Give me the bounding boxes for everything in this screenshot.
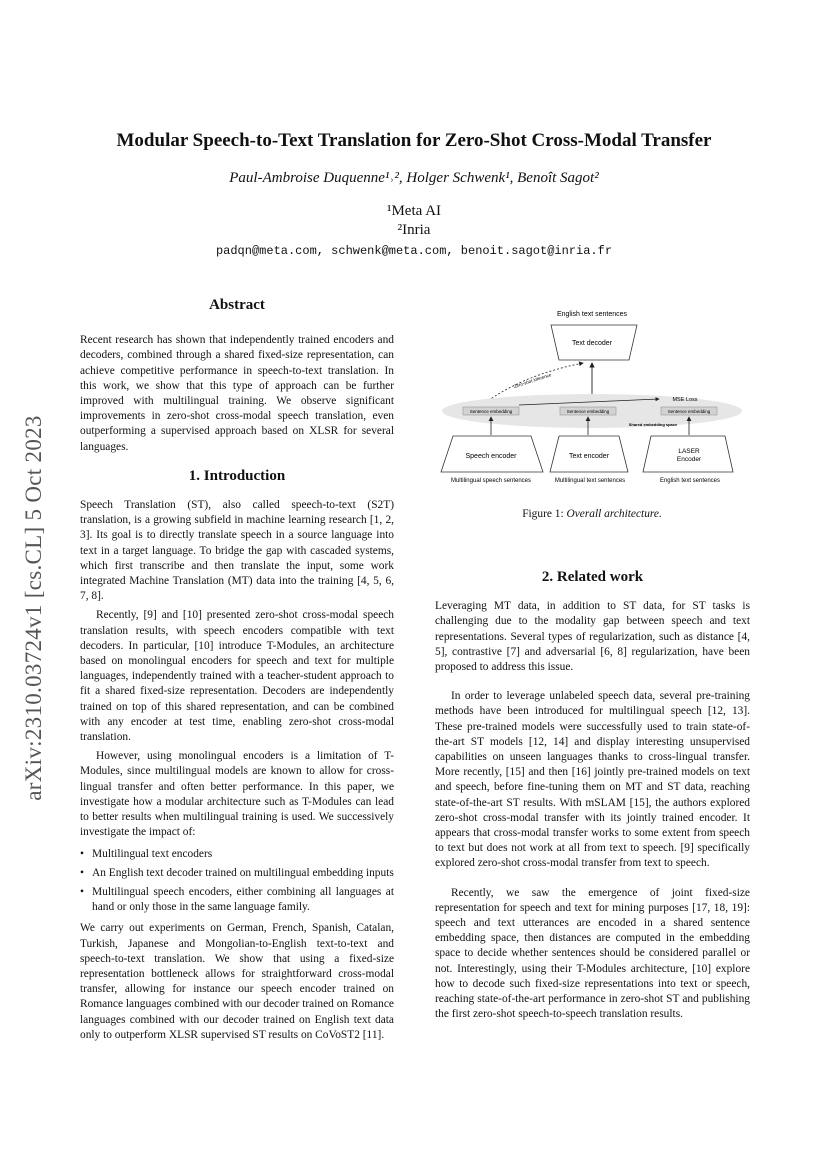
author-list: Paul-Ambroise Duquenne¹˒², Holger Schwenk¹, Benoît Sagot² bbox=[229, 170, 599, 186]
label-sentence-embedding: Sentence embedding bbox=[667, 409, 711, 414]
label-text-decoder: Text decoder bbox=[571, 340, 613, 347]
list-item: • An English text decoder trained on multilingual embedding inputs bbox=[92, 866, 394, 881]
intro-paragraph-2: Recently, [9] and [10] presented zero-shot cross-modal speech translation results, with speech encoders compatible with text decoders. In particular, [10] introduce T-Modules, an architecture based on monolingual encoders for speech and text for multiple languages, independently trained with a teacher-student approach to fit a shared fixed-size representation. Decoders are independently trained on top of this shared representation, and can be combined with any encoder at test time, enabling zero-shot cross-modal translation. bbox=[80, 609, 394, 744]
label-zero-shot: Zero-shot inference bbox=[513, 372, 552, 389]
abstract-heading: Abstract bbox=[209, 297, 265, 313]
label-shared-space: Shared embedding space bbox=[628, 422, 678, 427]
label-text-encoder: Text encoder bbox=[568, 453, 610, 460]
label-speech-encoder: Speech encoder bbox=[465, 453, 517, 460]
right-column bbox=[435, 570, 750, 1022]
label-multilingual-text: Multilingual text sentences bbox=[554, 478, 626, 484]
label-english-top: English text sentences bbox=[556, 311, 628, 318]
introduction-heading: 1. Introduction bbox=[188, 467, 286, 484]
intro-paragraph-1: Speech Translation (ST), also called speech-to-text (S2T) translation, is a growing subfield in machine learning research [1, 2, 3]. Its goal is to directly translate speech in a source language into text in a target language. To bridge the gap with cascaded systems, which first transcribe and then translate the input, some work integrated Machine Translation (MT) data into the training [4, 5, 6, 7, 8]. bbox=[80, 499, 394, 603]
list-item: • Multilingual speech encoders, either combining all languages at hand or only those in the same language family. bbox=[92, 885, 394, 915]
related-paragraph-1: Leveraging MT data, in addition to ST data, for ST tasks is challenging due to the modality gap between speech and text representations. Several types of regularization, such as distance [4, 5], contrastive [7] and adversarial [6, 8] regularization, have been proposed to address this issue. bbox=[435, 600, 750, 674]
caption-text: Overall architecture. bbox=[566, 508, 662, 520]
label-multilingual-speech: Multilingual speech sentences bbox=[450, 478, 532, 484]
related-work-heading: 2. Related work bbox=[541, 569, 644, 585]
figure-caption bbox=[433, 508, 751, 520]
intro-paragraph-3: However, using monolingual encoders is a limitation of T-Modules, since multilingual models are known to allow for cross-lingual transfer and often better performance. In this paper, we investigate how a modular architecture such as T-Modules can lead to better results when multilingual training is used. We successively investigate the impact of: bbox=[80, 750, 394, 839]
architecture-figure bbox=[433, 305, 751, 490]
label-english-bottom: English text sentences bbox=[659, 478, 721, 484]
label-laser: LASER bbox=[678, 448, 700, 455]
affiliation-meta: ¹Meta AI bbox=[386, 203, 442, 219]
list-item: • Multilingual text encoders bbox=[92, 847, 394, 862]
left-column bbox=[80, 298, 394, 1043]
abstract-text: Recent research has shown that independently trained encoders and decoders, combined through a shared fixed-size representation, can achieve competitive performance in speech-to-text translation. In this work, we show that this type of approach can be further improved with multilingual training. We observe significant improvements in zero-shot cross-modal speech translation, even outperforming a supervised approach based on XLSR for several languages. bbox=[80, 334, 394, 453]
label-laser-encoder: Encoder bbox=[676, 456, 702, 463]
arxiv-identifier: arXiv:2310.03724v1 [cs.CL] 5 Oct 2023 bbox=[21, 415, 46, 801]
author-emails: padqn@meta.com, schwenk@meta.com, benoit.sagot@inria.fr bbox=[215, 244, 613, 258]
caption-prefix: Figure 1: bbox=[522, 508, 567, 520]
intro-paragraph-4: We carry out experiments on German, French, Spanish, Catalan, Turkish, Japanese and Mongolian-to-English text-to-text and speech-to-text translation. We show that using a fixed-size representation bottleneck allows for straightforward cross-modal transfer, allowing for instance our speech encoder trained on Romance languages combined with our decoder trained on Romance languages combined with our decoder trained on English text data only to outperform XLSR supervised ST results on CoVoST2 [11]. bbox=[80, 922, 394, 1041]
investigation-list bbox=[80, 847, 394, 916]
related-paragraph-2: In order to leverage unlabeled speech data, several pre-training methods have been introduced for multilingual speech [12, 13]. These pre-trained models were successfully used to train state-of-the-art ST models [12, 14] and display interesting unsupervised capabilities on unseen languages thanks to cross-lingual transfer. More recently, [15] and then [16] jointly pre-trained models on text and speech, before fine-tuning them on MT and ST data, reaching state-of-the-art ST results. With mSLAM [15], the authors explored zero-shot cross-modal transfer with its jointly trained encoder. It appears that cross-modal transfer works to some extent from speech to text but does not work at all from text to speech. [9] specifically explored zero-shot cross-modal transfer from text to speech. bbox=[435, 690, 750, 870]
architecture-diagram bbox=[433, 305, 751, 490]
label-sentence-embedding: Sentence embedding bbox=[469, 409, 513, 414]
label-mse-loss: MSE Loss bbox=[672, 397, 698, 403]
paper-title: Modular Speech-to-Text Translation for Zero-Shot Cross-Modal Transfer bbox=[116, 130, 712, 151]
affiliation-inria: ²Inria bbox=[397, 222, 431, 238]
related-paragraph-3: Recently, we saw the emergence of joint fixed-size representation for speech and text for mining purposes [17, 18, 19]: speech and text utterances are encoded in a shared sentence embedding space, then distances are computed in the embedding space to decide whether sentences should be considered parallel or not. Interestingly, using their T-Modules architecture, [10] explore how to decode such fixed-size representations into text or speech, reaching state-of-the-art performance in zero-shot ST and publishing the first zero-shot speech-to-speech translation results. bbox=[435, 886, 750, 1021]
label-sentence-embedding: Sentence embedding bbox=[566, 409, 610, 414]
